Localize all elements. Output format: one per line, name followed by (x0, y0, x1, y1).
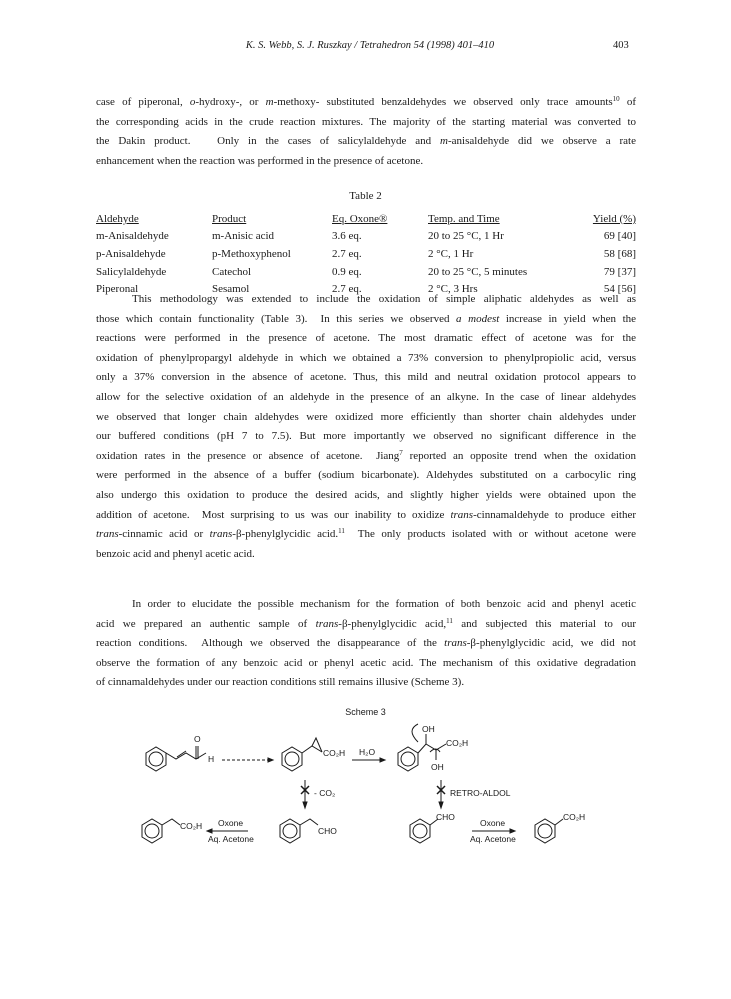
table-cell: 2 °C, 1 Hr (428, 247, 474, 260)
column-header: Product (212, 212, 247, 225)
paragraph-line: trans-cinnamic acid or trans-β-phenylglycidic acid.$^{11}$ The only products isolated with or without acetone were (96, 527, 636, 541)
aldehyde-label: CHO (318, 826, 337, 836)
table-cell: Piperonal (96, 283, 139, 296)
table-cell: m-Anisic acid (212, 230, 275, 243)
table-cell: Sesamol (212, 283, 250, 296)
paragraph-line: oxidation of phenylpropargyl aldehyde in which we obtained a 73% conversion to phenylpropiolic acid, versus (96, 351, 636, 364)
table-cell: 2.7 eq. (332, 247, 362, 260)
decarboxylation-label: - CO₂ (314, 788, 336, 798)
paragraph-line: oxidation rates in the presence or absence of acetone. Jiang$^7$ reported an opposite trend when the oxidation (96, 448, 636, 462)
table-cell: 20 to 25 °C, 1 Hr (428, 230, 504, 243)
table-cell: 54 [56] (603, 283, 636, 296)
paragraph-1 (96, 93, 636, 171)
paragraph-line: of cinnamaldehydes under our reaction conditions still remains illusive (Scheme 3). (96, 676, 465, 689)
table-cell: p-Methoxyphenol (212, 247, 291, 260)
paragraph-line: were performed in the absence of a buffer (sodium bicarbonate). Aldehydes substituted on a carbocylic ring (96, 469, 636, 482)
running-head-title: K. S. Webb, S. J. Ruszkay / Tetrahedron 54 (1998) 401–410 (245, 40, 495, 51)
table-cell: m-Anisaldehyde (96, 230, 169, 243)
aldehyde-label: CHO (436, 812, 455, 822)
paragraph-line: those which contain functionality (Table 3). In this series we observed a modest increase in yield when the (96, 312, 637, 325)
paragraph-2 (96, 290, 636, 564)
paragraph-line: the corresponding acids in the crude reaction mixtures. The majority of the starting material was converted to (96, 115, 636, 128)
paragraph-line: observe the formation of any benzoic acid or phenyl acetic acid. The mechanism of this oxidative degradation (96, 656, 636, 669)
paragraph-line: case of piperonal, o-hydroxy-, or m-methoxy- substituted benzaldehydes we observed only trace amounts$^{10}$ of (96, 95, 636, 108)
paragraph-line: benzoic acid and phenyl acetic acid. (96, 547, 255, 560)
table-2 (96, 210, 636, 298)
table-cell: 2.7 eq. (332, 283, 362, 296)
oxone-label: Oxone (218, 818, 244, 828)
oxone-label: Oxone (480, 818, 506, 828)
water-label: H₂O (359, 747, 376, 757)
scheme-title: Scheme 3 (345, 707, 386, 717)
paragraph-line: reactions were performed in the presence of acetone. The most dramatic effect of acetone was for the (96, 332, 636, 345)
table-cell: Catechol (212, 265, 252, 278)
table-header-row (96, 210, 636, 228)
paragraph-line: This methodology was extended to include the oxidation of simple aliphatic aldehydes as well as (132, 293, 636, 305)
column-header: Temp. and Time (428, 212, 500, 225)
phenylacetic-acid-structure (142, 819, 180, 843)
paragraph-line: the Dakin product. Only in the cases of salicylaldehyde and m-anisaldehyde did we observe a rate (96, 135, 637, 148)
phenylacetaldehyde-structure (280, 819, 318, 843)
paragraph-line: addition of acetone. Most surprising to us was our inability to oxidize trans-cinnamaldehyde to produce either (96, 508, 636, 521)
table-cell: 20 to 25 °C, 5 minutes (428, 265, 528, 278)
table-cell: 3.6 eq. (332, 230, 362, 243)
paragraph-line: our buffered conditions (pH 7 to 7.5). But more importantly we observed no significant difference in the (96, 430, 636, 443)
paragraph-line: enhancement when the reaction was performed in the presence of acetone. (96, 154, 424, 167)
paragraph-line: reaction conditions. Although we observed the disappearance of the trans-β-phenylglycidic acid, we did not (96, 637, 636, 650)
table-cell: p-Anisaldehyde (96, 247, 166, 260)
glycidic-acid-structure (282, 738, 322, 771)
paragraph-line: acid we prepared an authentic sample of trans-β-phenylglycidic acid,$^{11}$ and subjected this material to our (96, 616, 636, 630)
table-row (96, 263, 636, 281)
hydroxyl-label: OH (422, 724, 435, 734)
paragraph-line: also undergo this oxidation to produce the desired acids, and slightly higher yields were obtained upon the (96, 488, 636, 501)
paragraph-line: only a 37% conversion in the absence of acetone. Thus, this mild and neutral oxidation protocol appears to (96, 371, 636, 384)
aldehyde-hydrogen-label: H (208, 754, 215, 764)
retro-aldol-label: RETRO-ALDOL (450, 788, 511, 798)
carboxyl-label: CO₂H (180, 821, 203, 831)
hydroxyl-label: OH (431, 762, 444, 772)
table-cell: 0.9 eq. (332, 265, 362, 278)
column-header: Yield (%) (592, 212, 636, 225)
paragraph-line: allow for the selective oxidation of an aldehyde in the presence of an alkyne. In the case of linear aldehydes (96, 390, 636, 403)
aldehyde-oxygen-label: O (194, 734, 201, 744)
carboxyl-label: CO₂H (563, 812, 586, 822)
aqueous-acetone-label: Aq. Acetone (470, 834, 516, 844)
column-header: Eq. Oxone® (332, 212, 388, 225)
table-cell: 58 [68] (603, 247, 636, 260)
paragraph-3 (96, 595, 636, 693)
page-number: 403 (613, 40, 629, 51)
scheme-3-diagram (130, 716, 610, 856)
table-cell: 2 °C, 3 Hrs (428, 283, 478, 296)
table-row (96, 228, 636, 246)
carboxyl-label: CO₂H (323, 748, 346, 758)
paragraph-line: we observed that longer chain aldehydes were oxidized more efficiently than shorter chain aldehydes under (96, 410, 636, 423)
carboxyl-label: CO₂H (446, 738, 469, 748)
table-cell: 69 [40] (603, 230, 636, 243)
aqueous-acetone-label: Aq. Acetone (208, 834, 254, 844)
table-cell: Salicylaldehyde (96, 265, 167, 278)
table-cell: 79 [37] (603, 265, 636, 278)
cinnamaldehyde-structure (146, 746, 206, 771)
paragraph-line: In order to elucidate the possible mechanism for the formation of both benzoic acid and phenyl acetic (132, 598, 636, 610)
benzaldehyde-structure (410, 819, 438, 843)
table-caption: Table 2 (349, 190, 382, 202)
column-header: Aldehyde (96, 212, 139, 225)
table-row (96, 245, 636, 263)
benzoic-acid-structure (535, 819, 563, 843)
